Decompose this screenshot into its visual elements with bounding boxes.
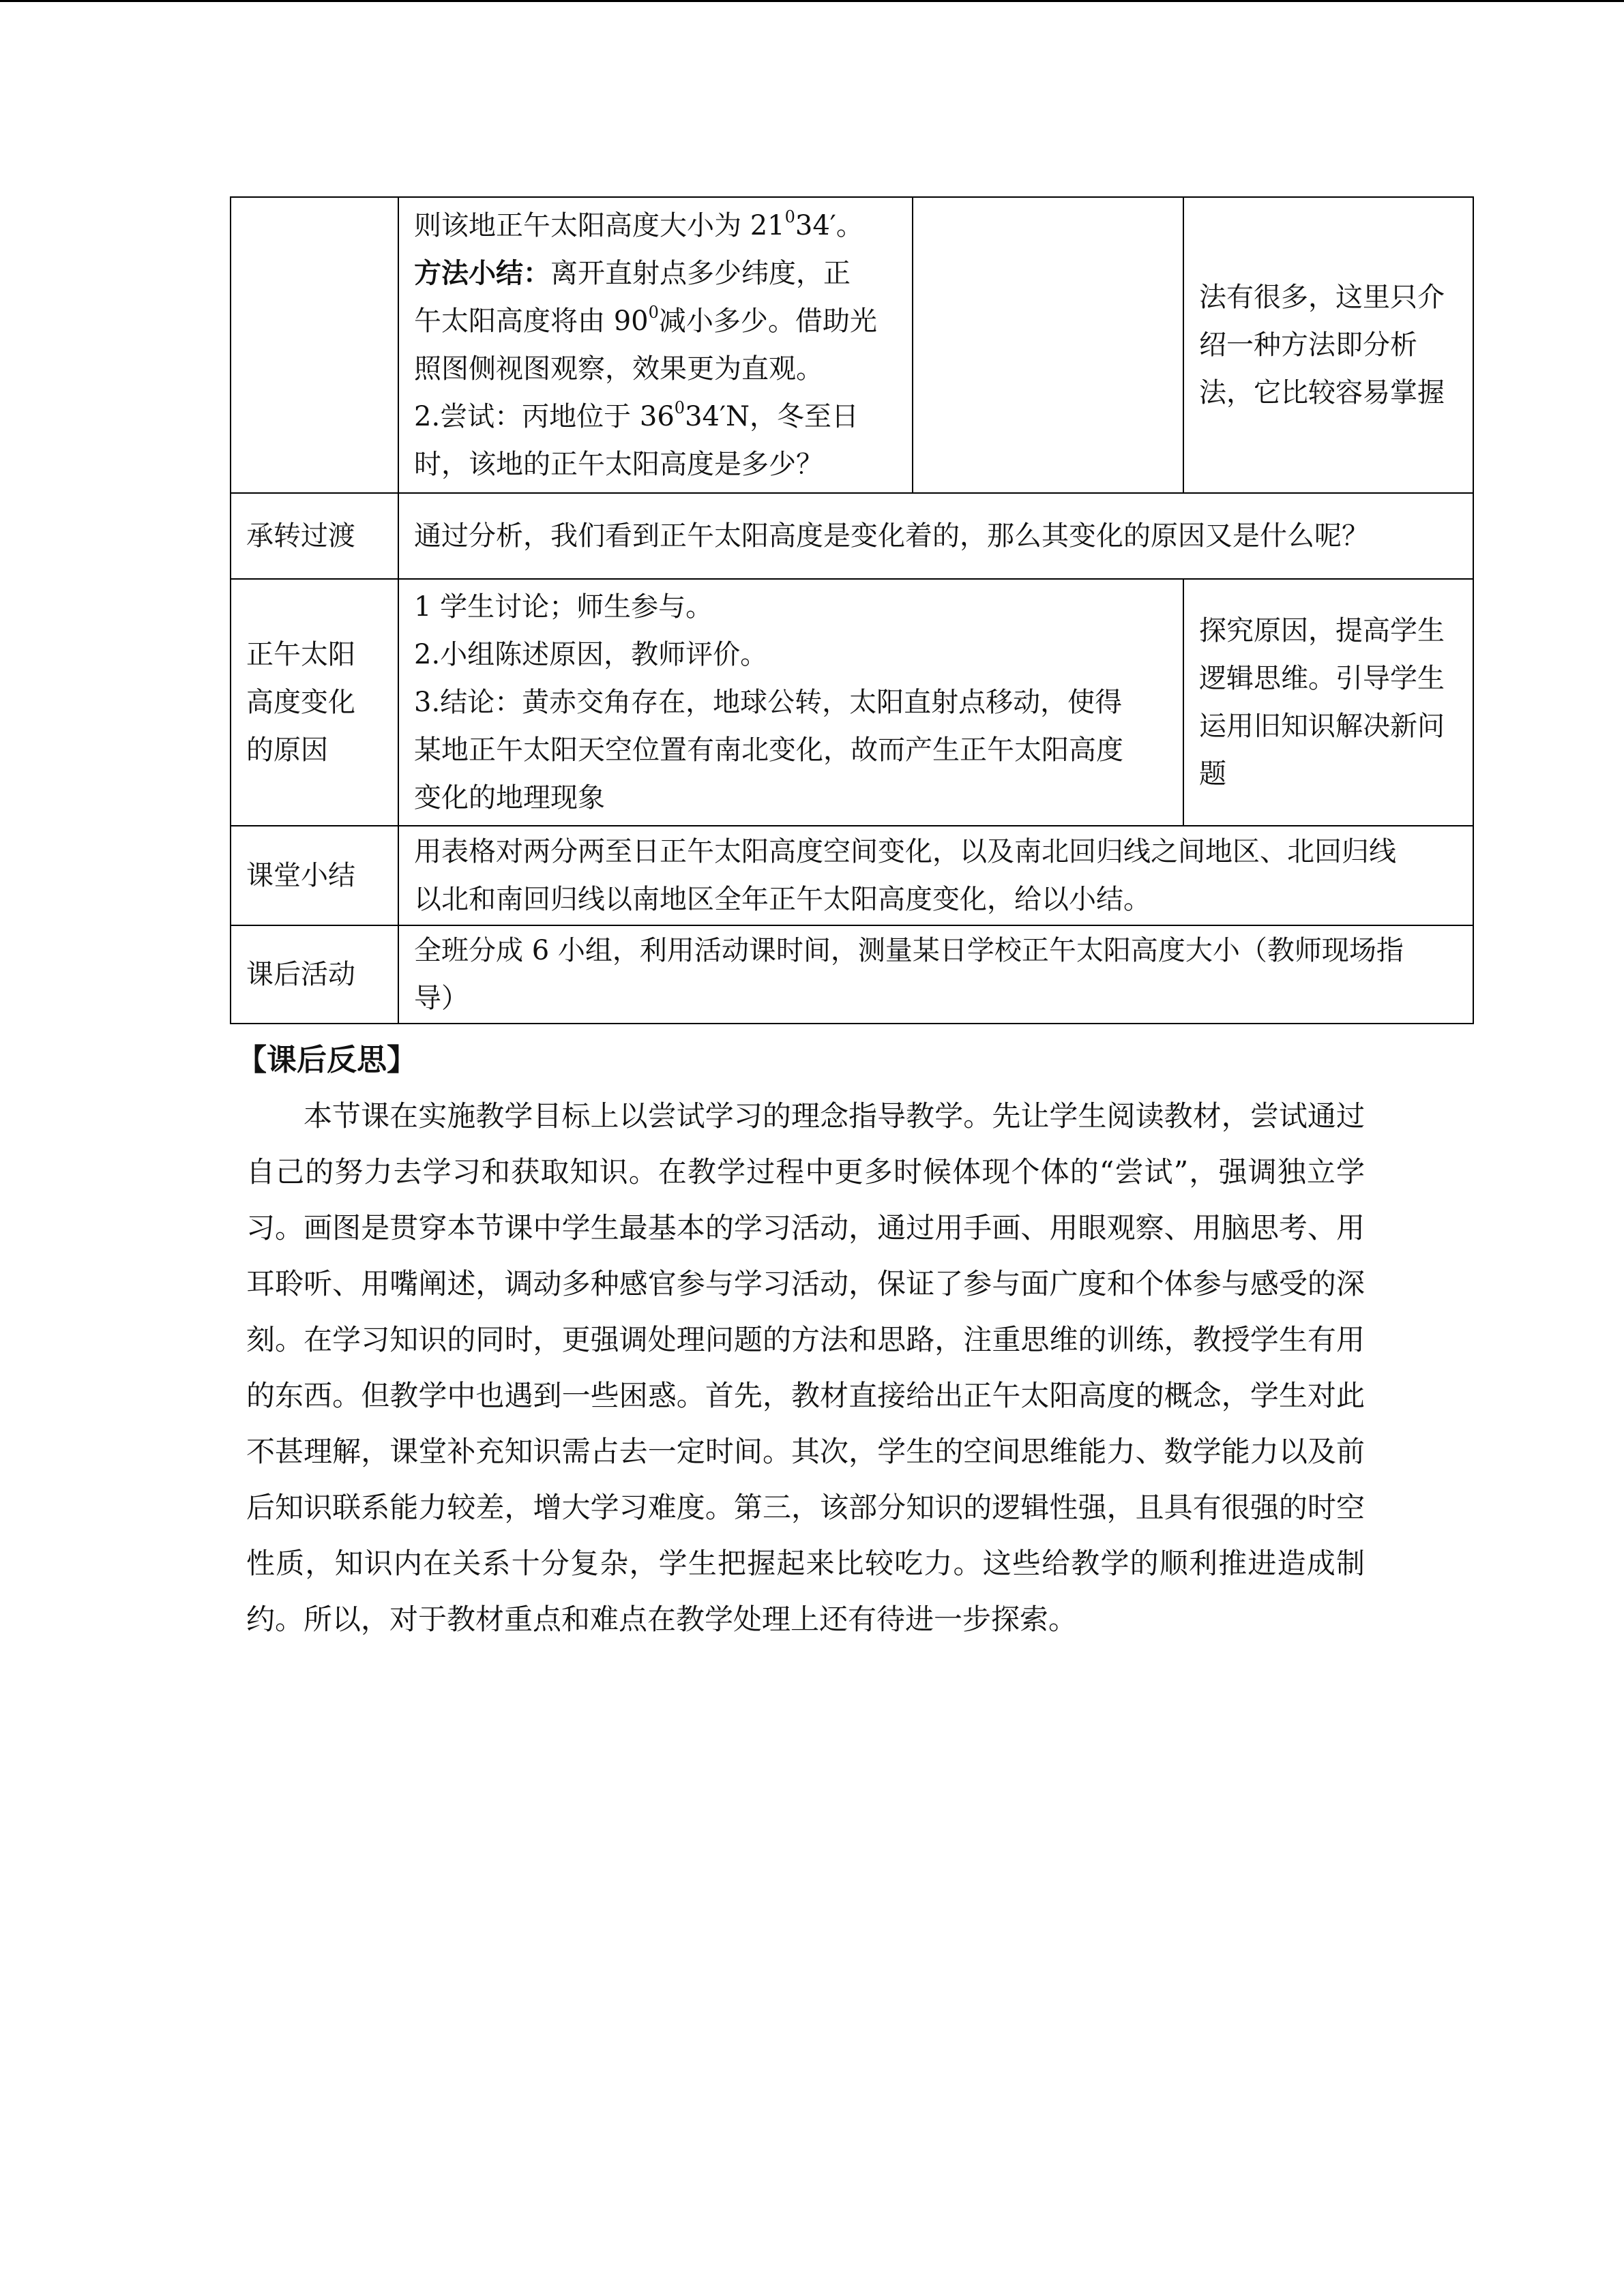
- content-line: 以北和南回归线以南地区全年正午太阳高度变化，给以小结。: [414, 884, 1151, 915]
- after-class-activity-content-cell: [398, 925, 1473, 1024]
- design-note-cell: [1183, 579, 1473, 826]
- content-line: 用表格对两分两至日正午太阳高度空间变化，以及南北回归线之间地区、北回归线: [414, 836, 1396, 867]
- method-summary-line: 方法小结：离开直射点多少纬度，正: [414, 257, 851, 289]
- transition-content-cell: 通过分析，我们看到正午太阳高度是变化着的，那么其变化的原因又是什么呢？: [398, 493, 1473, 579]
- content-line: 照图侧视图观察，效果更为直观。: [414, 353, 823, 385]
- table-row-class-summary: [231, 826, 1473, 925]
- note-line: 绍一种方法即分析: [1199, 329, 1417, 361]
- content-line: 2.小组陈述原因，教师评价。: [414, 639, 768, 670]
- empty-cell: [913, 197, 1183, 493]
- row-label-after-class-activity: 课后活动: [231, 925, 398, 1024]
- page-top-border: [0, 0, 1624, 2]
- note-line: 探究原因，提高学生: [1199, 615, 1445, 646]
- content-line: 某地正午太阳天空位置有南北变化，故而产生正午太阳高度: [414, 734, 1123, 766]
- note-line: 题: [1199, 758, 1226, 790]
- table-row-after-class-activity: [231, 925, 1473, 1024]
- content-line: 导）: [414, 983, 469, 1014]
- class-summary-content-cell: [398, 826, 1473, 925]
- causes-content-cell: [398, 579, 1183, 826]
- note-line: 运用旧知识解决新问: [1199, 711, 1445, 742]
- note-line: 法有很多，这里只介: [1199, 282, 1445, 313]
- method-summary-label: 方法小结：: [414, 257, 550, 289]
- design-note-cell: [1183, 197, 1473, 493]
- method-content-cell: [398, 197, 913, 493]
- note-line: 逻辑思维。引导学生: [1199, 663, 1445, 694]
- table-row-transition: [231, 493, 1473, 579]
- reflection-heading: 【课后反思】: [237, 1043, 417, 1077]
- content-line: 全班分成 6 小组，利用活动课时间，测量某日学校正午太阳高度大小（教师现场指: [414, 935, 1404, 966]
- lesson-plan-table: [230, 196, 1474, 1024]
- row-label-class-summary: 课堂小结: [231, 826, 398, 925]
- row-label-empty: [231, 197, 398, 493]
- content-line: 午太阳高度将由 $90^0$减小多少。借助光: [414, 303, 877, 337]
- row-label-transition: 承转过渡: [231, 493, 398, 579]
- table-row-method-continuation: [231, 197, 1473, 493]
- reflection-paragraph: 本节课在实施教学目标上以尝试学习的理念指导教学。先让学生阅读教材，尝试通过自己的努力去学习和获取知识。在教学过程中更多时候体现个体的“尝试”，强调独立学习。画图是贯穿本节课中学生最基本的学习活动，通过用手画、用眼观察、用脑思考、用耳聆听、用嘴阐述，调动多种感官参与学习活动，保证了参与面广度和个体参与感受的深刻。在学习知识的同时，更强调处理问题的方法和思路，注重思维的训练，教授学生有用的东西。但教学中也遇到一些困惑。首先，教材直接给出正午太阳高度的概念，学生对此不甚理解，课堂补充知识需占去一定时间。其次，学生的空间思维能力、数学能力以及前后知识联系能力较差，增大学习难度。第三，该部分知识的逻辑性强，且具有很强的时空性质，知识内在关系十分复杂，学生把握起来比较吃力。这些给教学的顺利推进造成制约。所以，对于教材重点和难点在教学处理上还有待进一步探索。: [246, 1099, 1365, 1636]
- content-line: 3.结论：黄赤交角存在，地球公转，太阳直射点移动，使得: [414, 687, 1123, 718]
- table-row-causes: [231, 579, 1473, 826]
- content-line: 时，该地的正午太阳高度是多少？: [414, 449, 823, 480]
- content-line: 则该地正午太阳高度大小为 $21^034'$。: [414, 207, 863, 241]
- try-question-line: 2.尝试：丙地位于 $36^034'N$，冬至日: [414, 398, 859, 432]
- row-label-causes: 正午太阳 高度变化 的原因: [231, 579, 398, 826]
- content-line: 1 学生讨论；师生参与。: [414, 591, 713, 623]
- content-line: 变化的地理现象: [414, 782, 605, 814]
- note-line: 法，它比较容易掌握: [1199, 377, 1445, 408]
